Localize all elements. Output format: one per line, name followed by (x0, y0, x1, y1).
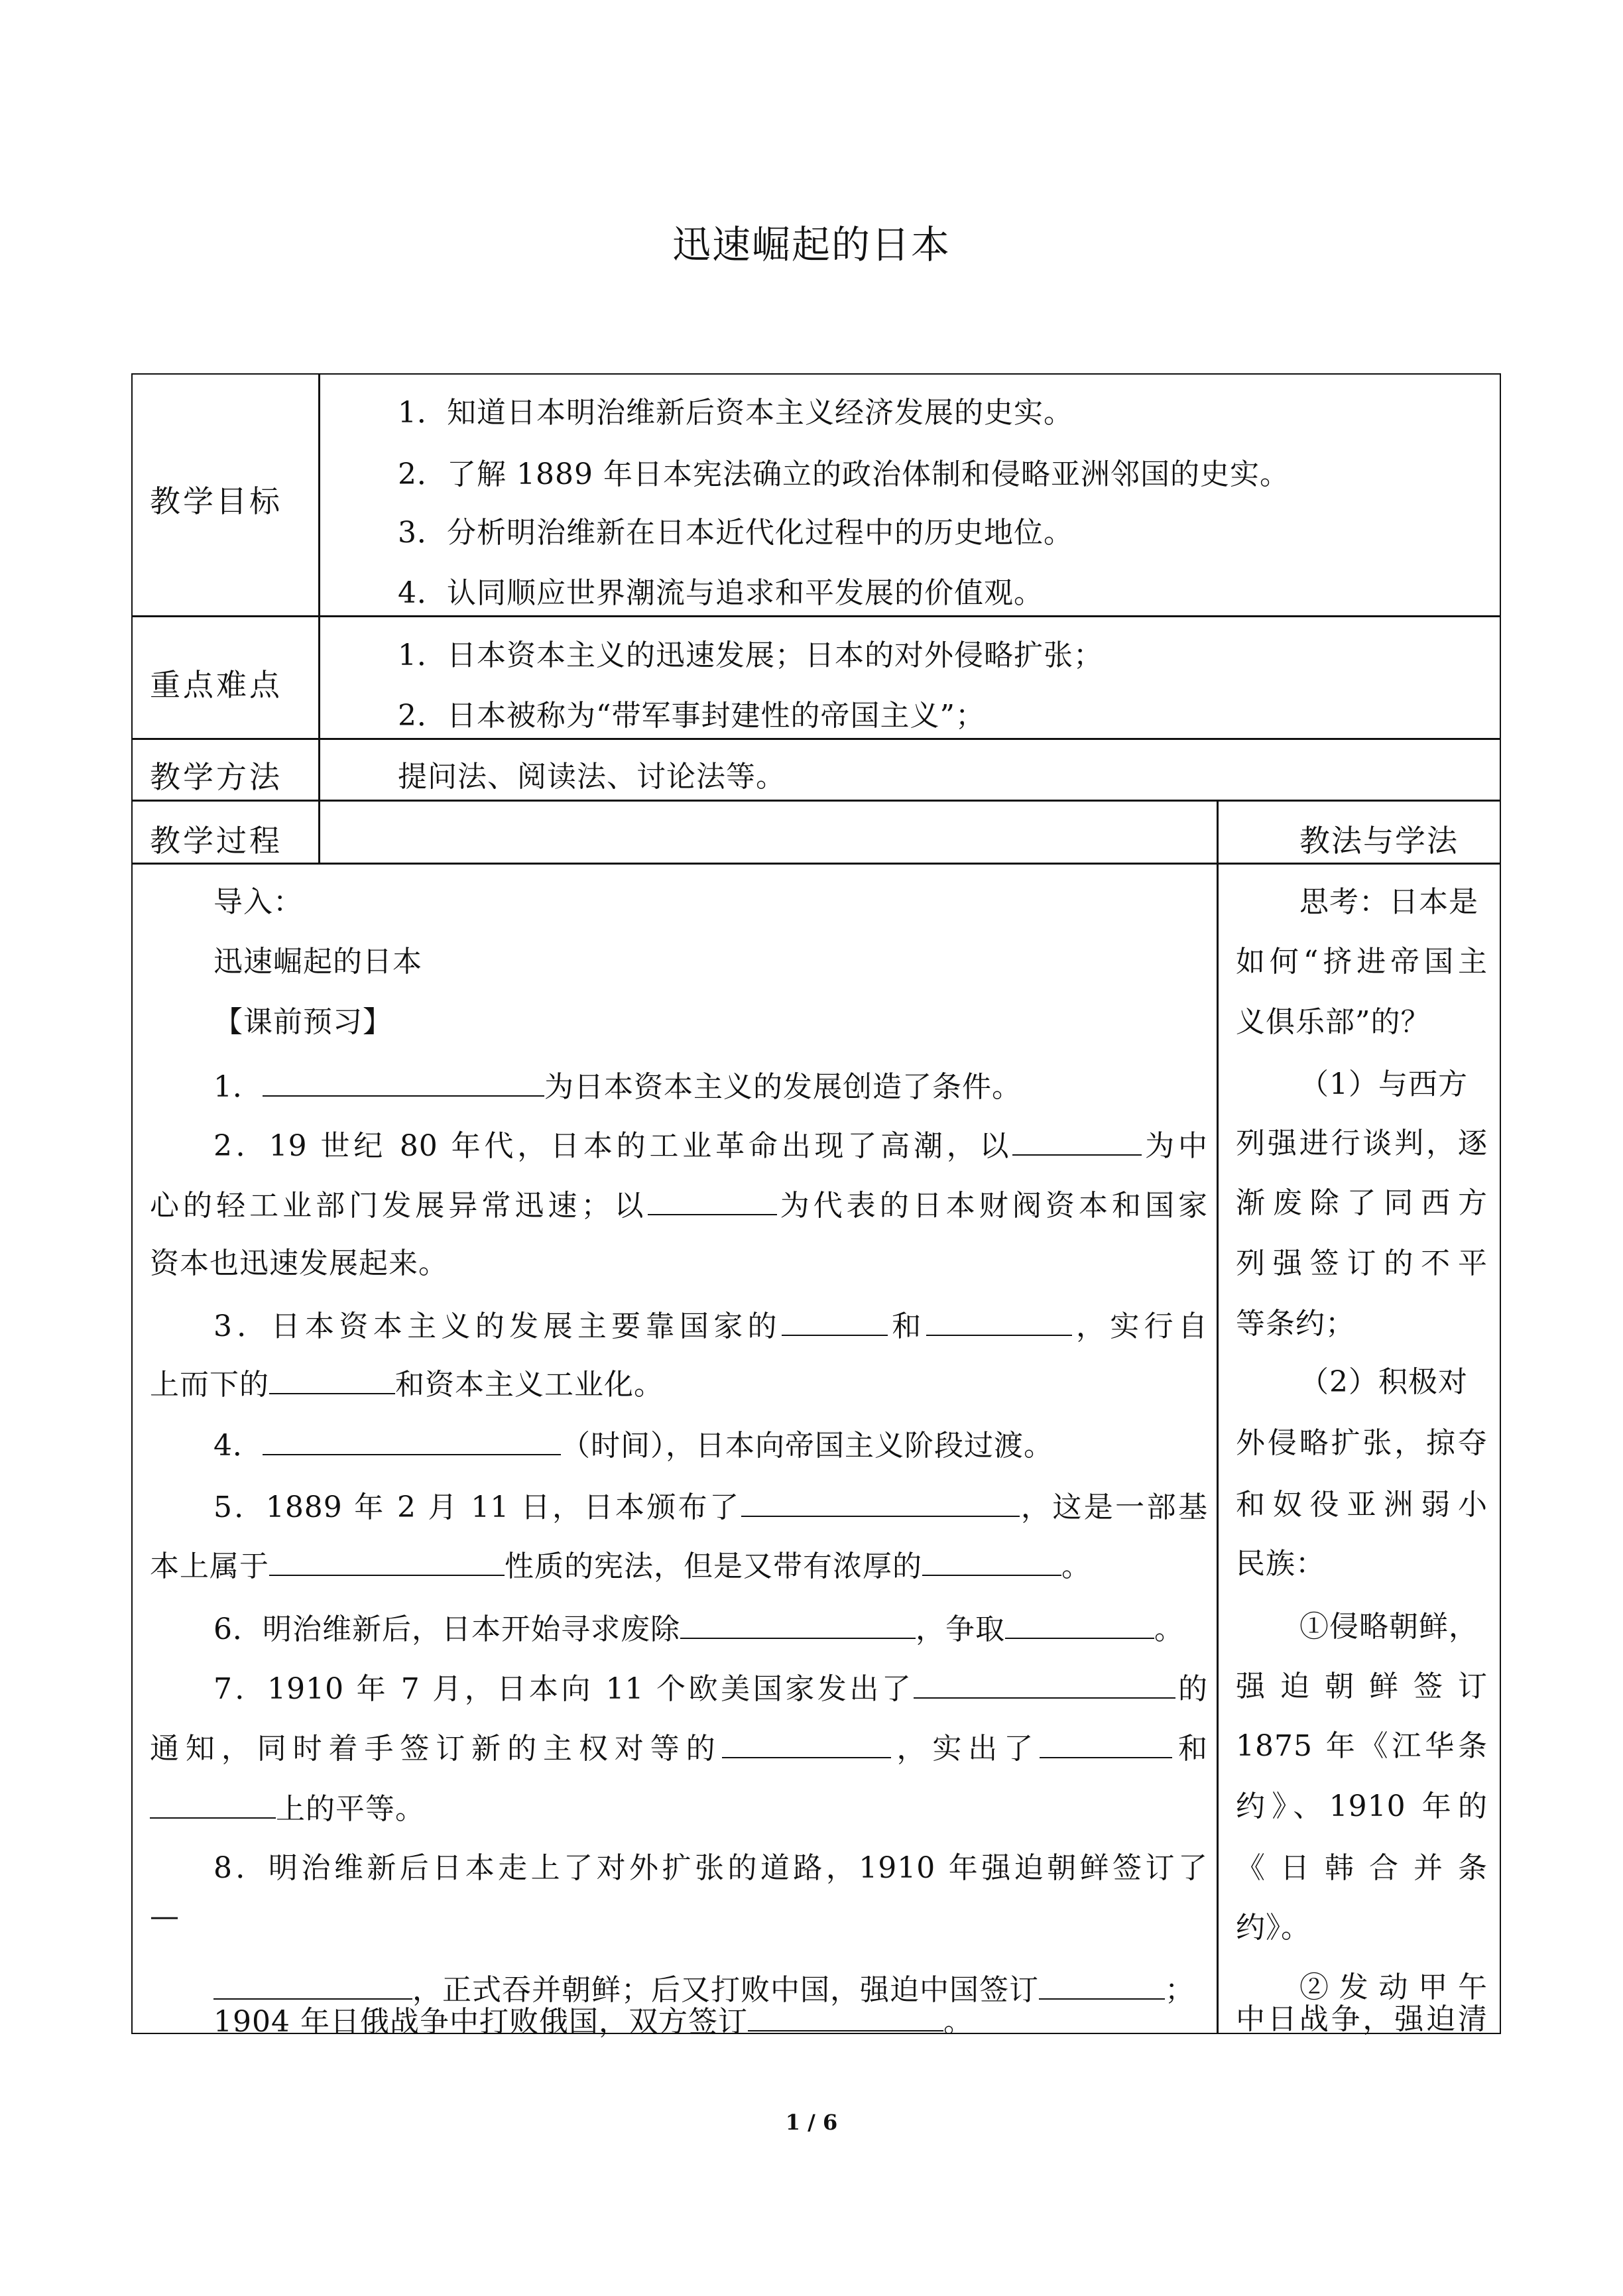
question-text: 6．明治维新后，日本开始寻求废除 (213, 1612, 680, 1646)
side-note-line: 1875 年《江华条 (1236, 1729, 1488, 1763)
question-3-line (150, 1365, 664, 1402)
question-text: 。 (1154, 1612, 1184, 1646)
question-3-line (213, 1307, 1208, 1344)
side-note-line: 约》。 (1236, 1911, 1311, 1945)
objective-item: 1．知道日本明治维新后资本主义经济发展的史实。 (398, 396, 1073, 430)
fill-blank[interactable] (213, 1970, 412, 2000)
side-note-line: 外侵略扩张，掠夺 (1236, 1426, 1488, 1460)
side-note-line: ②发动甲午 (1299, 1970, 1488, 2004)
question-text: 为日本资本主义的发展创造了条件。 (544, 1070, 1022, 1104)
side-note-line: 义俱乐部”的？ (1236, 1005, 1431, 1039)
side-note-line: 《日韩合并条 (1236, 1851, 1488, 1885)
side-note-line: （1）与西方 (1299, 1067, 1468, 1101)
side-note-line: 渐废除了同西方 (1236, 1186, 1488, 1220)
question-5-line (213, 1488, 1208, 1525)
question-text: 上而下的 (150, 1368, 269, 1402)
fill-blank[interactable] (722, 1729, 891, 1758)
question-text: ，正式吞并朝鲜；后又打败中国，强迫中国签订 (412, 1973, 1039, 2007)
preview-heading: 【课前预习】 (213, 1005, 392, 1039)
key-point-item: 2．日本被称为“带军事封建性的帝国主义”； (398, 699, 985, 733)
side-header: 教法与学法 (1299, 823, 1459, 859)
question-1 (213, 1067, 1022, 1105)
question-text: ，争取 (916, 1612, 1005, 1646)
key-points-label: 重点难点 (150, 667, 282, 703)
side-note-line: 约》、1910 年的 (1236, 1789, 1488, 1823)
question-5-line (150, 1547, 1091, 1584)
objectives-label: 教学目标 (150, 483, 282, 519)
fill-blank[interactable] (922, 1547, 1061, 1576)
side-note-line: 民族： (1236, 1547, 1325, 1581)
objective-item: 4．认同顺应世界潮流与追求和平发展的价值观。 (398, 576, 1044, 610)
question-text: ，实出了 (890, 1732, 1040, 1766)
side-note-line: 列强签订的不平 (1236, 1246, 1488, 1280)
methods-label: 教学方法 (150, 759, 282, 795)
question-text: ，实行自 (1071, 1309, 1209, 1343)
fill-blank[interactable] (263, 1426, 561, 1455)
fill-blank[interactable] (269, 1365, 395, 1394)
side-note-line: 列强进行谈判，逐 (1236, 1126, 1488, 1160)
fill-blank[interactable] (150, 1789, 276, 1819)
question-text: 的 (1175, 1672, 1209, 1706)
side-note-line: 中日战争，强迫清 (1236, 2002, 1488, 2036)
fill-blank[interactable] (263, 1067, 544, 1097)
question-text: ； (1165, 1973, 1195, 2007)
side-note-line: ①侵略朝鲜， (1299, 1610, 1478, 1644)
question-2-line: 资本也迅速发展起来。 (150, 1246, 448, 1280)
fill-blank[interactable] (914, 1669, 1175, 1699)
question-number: 1． (213, 1070, 263, 1104)
fill-blank[interactable] (1005, 1610, 1154, 1639)
question-text: 。 (1061, 1549, 1091, 1583)
question-number: 4． (213, 1429, 263, 1463)
question-text: 和 (1172, 1732, 1209, 1766)
fill-blank[interactable] (1039, 1970, 1165, 2000)
side-column-divider (1217, 800, 1219, 2034)
question-8-line (213, 2002, 973, 2039)
process-label: 教学过程 (150, 823, 282, 859)
question-7-line (213, 1669, 1208, 1707)
fill-blank[interactable] (926, 1307, 1072, 1336)
question-8-line: — (150, 1900, 180, 1933)
question-text: 通知，同时着手签订新的主权对等的 (150, 1732, 722, 1766)
question-text: 3．日本资本主义的发展主要靠国家的 (213, 1309, 782, 1343)
document-title: 迅速崛起的日本 (672, 222, 951, 267)
question-text: ，这是一部基 (1019, 1490, 1208, 1524)
key-point-item: 1．日本资本主义的迅速发展；日本的对外侵略扩张； (398, 638, 1103, 672)
question-text: 2．19 世纪 80 年代，日本的工业革命出现了高潮，以 (213, 1129, 1013, 1163)
fill-blank[interactable] (782, 1307, 888, 1336)
fill-blank[interactable] (680, 1610, 916, 1639)
row-divider (131, 615, 1501, 617)
fill-blank[interactable] (1040, 1729, 1172, 1758)
question-4 (213, 1426, 1053, 1463)
question-2-line (150, 1186, 1208, 1223)
page-number: 1 / 6 (785, 2110, 838, 2135)
methods-text: 提问法、阅读法、讨论法等。 (398, 760, 786, 794)
row-divider (131, 738, 1501, 740)
question-text: 本上属于 (150, 1549, 269, 1583)
question-text: 心的轻工业部门发展异常迅速；以 (150, 1189, 648, 1223)
row-divider (131, 863, 1501, 865)
fill-blank[interactable] (269, 1547, 505, 1576)
question-7-line (150, 1729, 1208, 1766)
side-note-line: 和奴役亚洲弱小 (1236, 1488, 1488, 1522)
question-8-line: 8．明治维新后日本走上了对外扩张的道路，1910 年强迫朝鲜签订了 (213, 1851, 1208, 1885)
question-2-line (213, 1126, 1208, 1164)
question-text: 1904 年日俄战争中打败俄国，双方签订 (213, 2005, 748, 2039)
question-text: 。 (943, 2005, 973, 2039)
question-text: （时间），日本向帝国主义阶段过渡。 (561, 1429, 1053, 1463)
fill-blank[interactable] (741, 1488, 1020, 1517)
side-note-line: 强迫朝鲜签订 (1236, 1669, 1488, 1703)
side-note-line: （2）积极对 (1299, 1365, 1468, 1399)
side-note-line: 等条约； (1236, 1307, 1355, 1341)
question-6 (213, 1610, 1184, 1647)
question-text: 上的平等。 (276, 1792, 425, 1826)
question-7-line (150, 1789, 425, 1827)
objective-item: 2．了解 1889 年日本宪法确立的政治体制和侵略亚洲邻国的史实。 (398, 457, 1290, 491)
question-text: 性质的宪法，但是又带有浓厚的 (505, 1549, 922, 1583)
row-divider (131, 800, 1501, 802)
topic-text: 迅速崛起的日本 (213, 945, 422, 979)
question-text: 5．1889 年 2 月 11 日，日本颁布了 (213, 1490, 741, 1524)
objective-item: 3．分析明治维新在日本近代化过程中的历史地位。 (398, 516, 1073, 550)
question-text: 7．1910 年 7 月，日本向 11 个欧美国家发出了 (213, 1672, 914, 1706)
question-text: 和 (887, 1309, 926, 1343)
fill-blank[interactable] (1012, 1126, 1142, 1156)
label-column-divider (318, 373, 320, 864)
side-note-line: 思考：日本是 (1299, 885, 1478, 919)
question-text: 为代表的日本财阀资本和国家 (776, 1189, 1209, 1223)
intro-label: 导入： (213, 885, 303, 919)
fill-blank[interactable] (748, 2002, 943, 2031)
side-note-line: 如何“挤进帝国主 (1236, 945, 1488, 979)
question-text: 和资本主义工业化。 (395, 1368, 664, 1402)
question-text: 为中 (1142, 1129, 1208, 1163)
fill-blank[interactable] (648, 1186, 777, 1215)
